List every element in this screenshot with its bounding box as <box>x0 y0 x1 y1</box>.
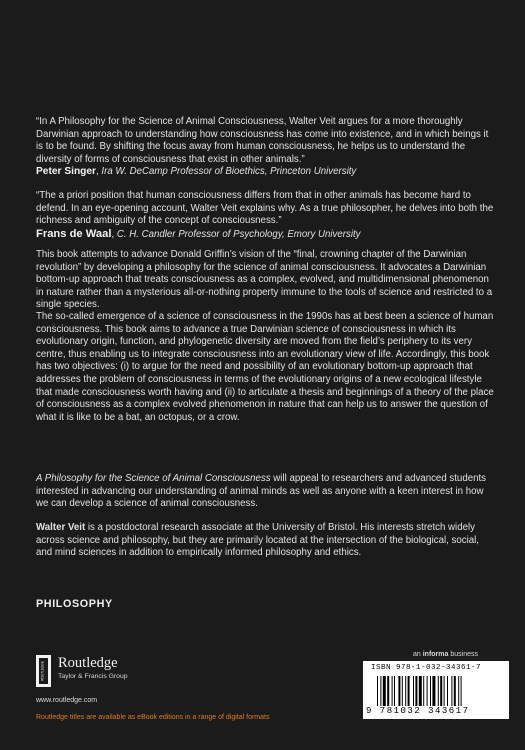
quote-attribution: Peter Singer, Ira W. DeCamp Professor of Bioethics, Princeton University <box>36 166 357 178</box>
author-bio: Walter Veit is a postdoctoral research associate at the University of Bristol. His interests stretch widely across science and philosophy, but they are primarily located at the intersection of the biological, social, and mind sciences in addition to empirically informed philosophy and ethics. <box>36 522 479 559</box>
quote-author: Peter Singer <box>36 166 97 178</box>
audience-paragraph: A Philosophy for the Science of Animal Consciousness will appeal to researchers and advanced students interested in advancing our understanding of animal minds as well as anyone with a keen interest in how we can develop a science of animal consciousness. <box>36 473 487 510</box>
subject-category: PHILOSOPHY <box>36 598 113 610</box>
author-name: Walter Veit <box>36 522 86 533</box>
endorsement-quote-1 <box>36 116 494 179</box>
book-title-italic: A Philosophy for the Science of Animal Consciousness <box>36 473 271 484</box>
quote-author: Frans de Waal <box>36 227 112 240</box>
ebook-note: Routledge titles are available as eBook editions in a range of digital formats <box>36 714 270 721</box>
logo-mark-text: ROUTLEDGE <box>40 661 45 681</box>
barcode-digits: 9 781032 343617 <box>366 706 470 716</box>
quote-text: “In A Philosophy for the Science of Animal Consciousness, Walter Veit argues for a more thoroughly Darwinian approach to understanding how consciousness has come into existence, and in which beings it is to be found. By shifting the focus away from human consciousness, he helps us to understand the diversity of forms of consciousness that exist in other animals.” <box>36 116 489 165</box>
routledge-logo-icon <box>36 655 51 687</box>
barcode-bars <box>377 676 495 706</box>
quote-text: “The a priori position that human consciousness differs from that in other animals has become hard to defend. In an eye-opening account, Walter Veit explains why. As a true philosopher, he delves into both the richness and ambiguity of the concept of consciousness.” <box>36 190 494 227</box>
informa-tagline: an informa business <box>413 651 478 658</box>
quote-affiliation: Ira W. DeCamp Professor of Bioethics, Princeton University <box>101 166 357 178</box>
publisher-name: Routledge <box>58 655 118 671</box>
description-paragraph-2: The so-called emergence of a science of consciousness in the 1990s has at best been a science of human consciousness. This book aims to advance a true Darwinian science of consciousness in which its evolutionary origin, function, and phylogenetic diversity are moved from the field’s periphery to its very centre, thus enabling us to integrate consciousness into an evolutionary view of life. Accordingly, this book has two objectives: (i) to argue for the need and possibility of an evolutionary bottom-up approach that addresses the problem of consciousness in terms of the evolutionary origins of a new ecological lifestyle that made consciousness worth having and (ii) to articulate a thesis and beginnings of a theory of the place of consciousness as a complex evolved phenomenon in nature that can help us to answer the question of what it is like to be a bat, an octopus, or a crow. <box>36 311 494 423</box>
publisher-group: Taylor & Francis Group <box>58 673 128 680</box>
description-paragraph-1: This book attempts to advance Donald Griffin’s vision of the “final, crowning chapter of the Darwinian revolution” by developing a philosophy for the science of animal consciousness. It advocates a Darwinian bottom-up approach that treats consciousness as a complex, evolved, and multidimensional phenomenon in nature rather than a mysterious all-or-nothing property immune to the tools of science and restricted to a single species. <box>36 249 493 311</box>
endorsement-quote-2 <box>36 190 494 241</box>
quote-affiliation: C. H. Candler Professor of Psychology, Emory University <box>116 228 361 240</box>
publisher-website: www.routledge.com <box>36 697 98 704</box>
quote-attribution: Frans de Waal, C. H. Candler Professor of Psychology, Emory University <box>36 227 361 240</box>
isbn-barcode <box>363 661 509 719</box>
isbn-number: ISBN 978-1-032-34361-7 <box>371 664 482 672</box>
